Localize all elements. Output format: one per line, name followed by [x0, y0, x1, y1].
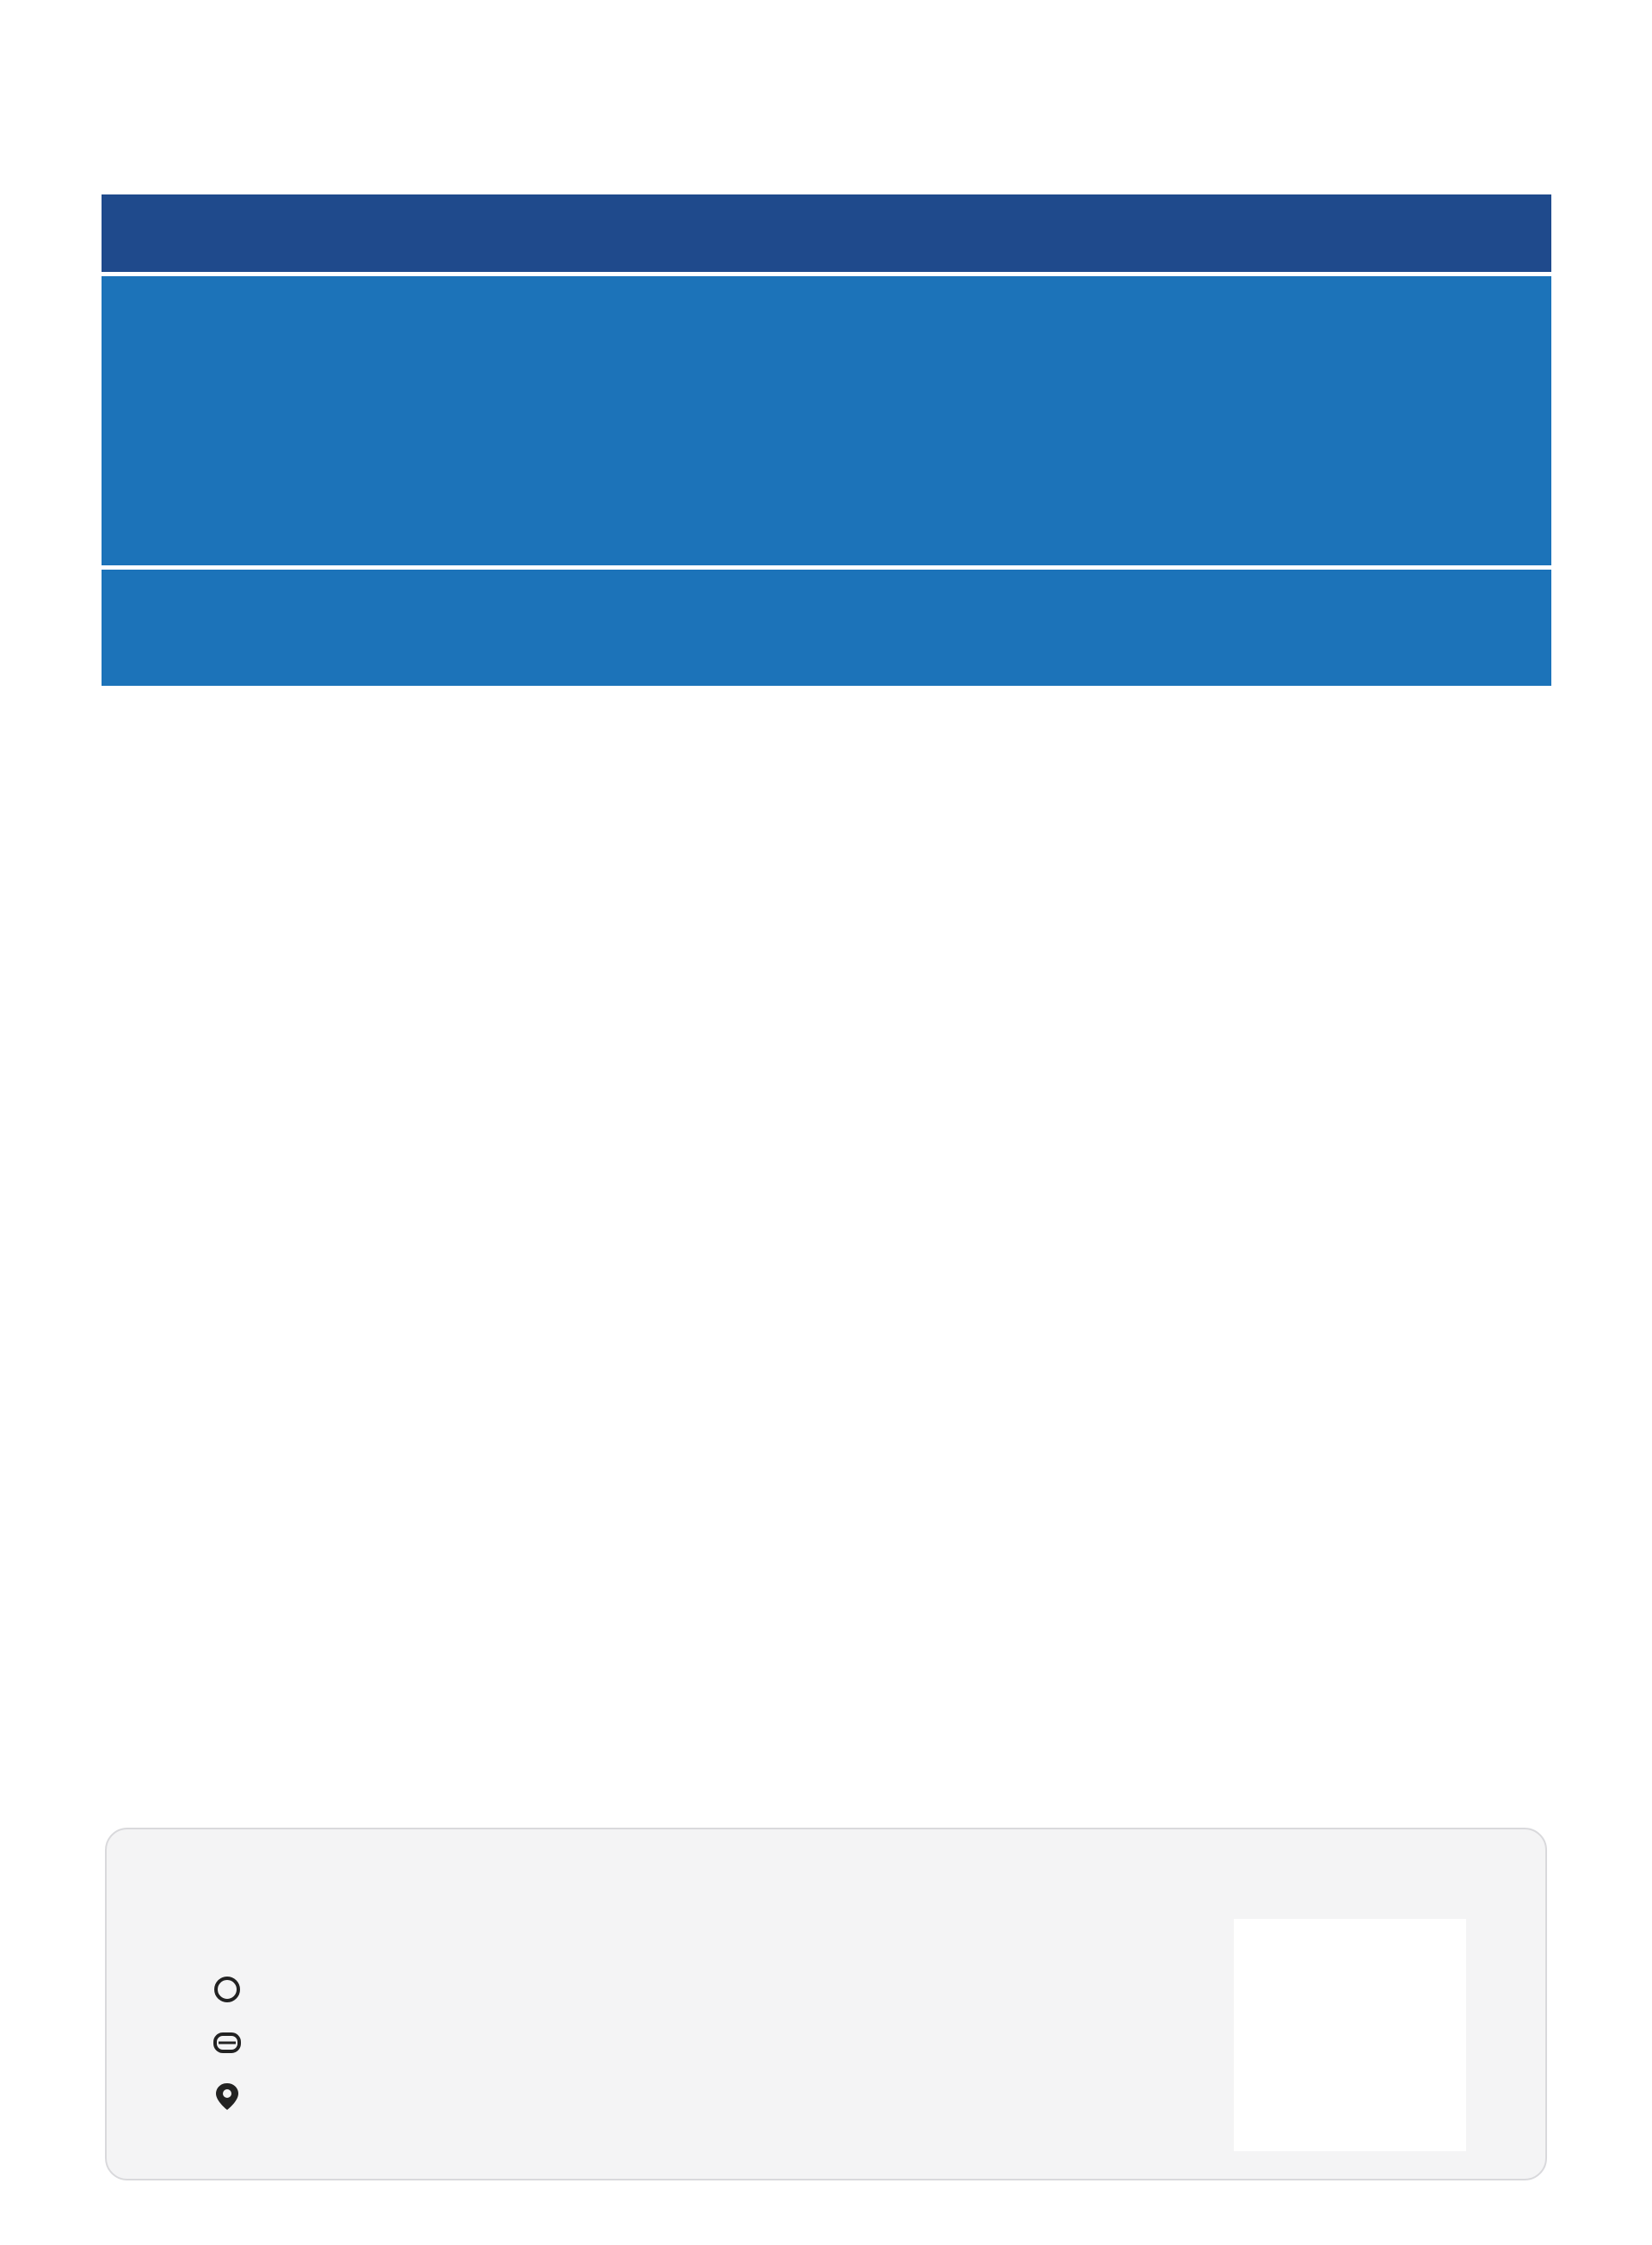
- mail-icon: [212, 2027, 243, 2058]
- spec-table: [102, 194, 1551, 690]
- address-line: [212, 2081, 255, 2112]
- optional-cube-row: [102, 570, 1551, 690]
- location-pin-icon: [212, 2081, 243, 2112]
- standard-cube-row: [102, 276, 1551, 570]
- standard-cube-label-block: [102, 276, 515, 323]
- table-header-row: [102, 194, 1551, 276]
- globe-icon: [212, 1974, 243, 2005]
- website-line[interactable]: [212, 1974, 255, 2005]
- cube-extra-item: [515, 309, 1551, 372]
- qr-code-icon: [1234, 1919, 1466, 2151]
- contact-card: [105, 1828, 1547, 2180]
- standard-cube-list: [515, 276, 1551, 372]
- email-line[interactable]: [212, 2027, 255, 2058]
